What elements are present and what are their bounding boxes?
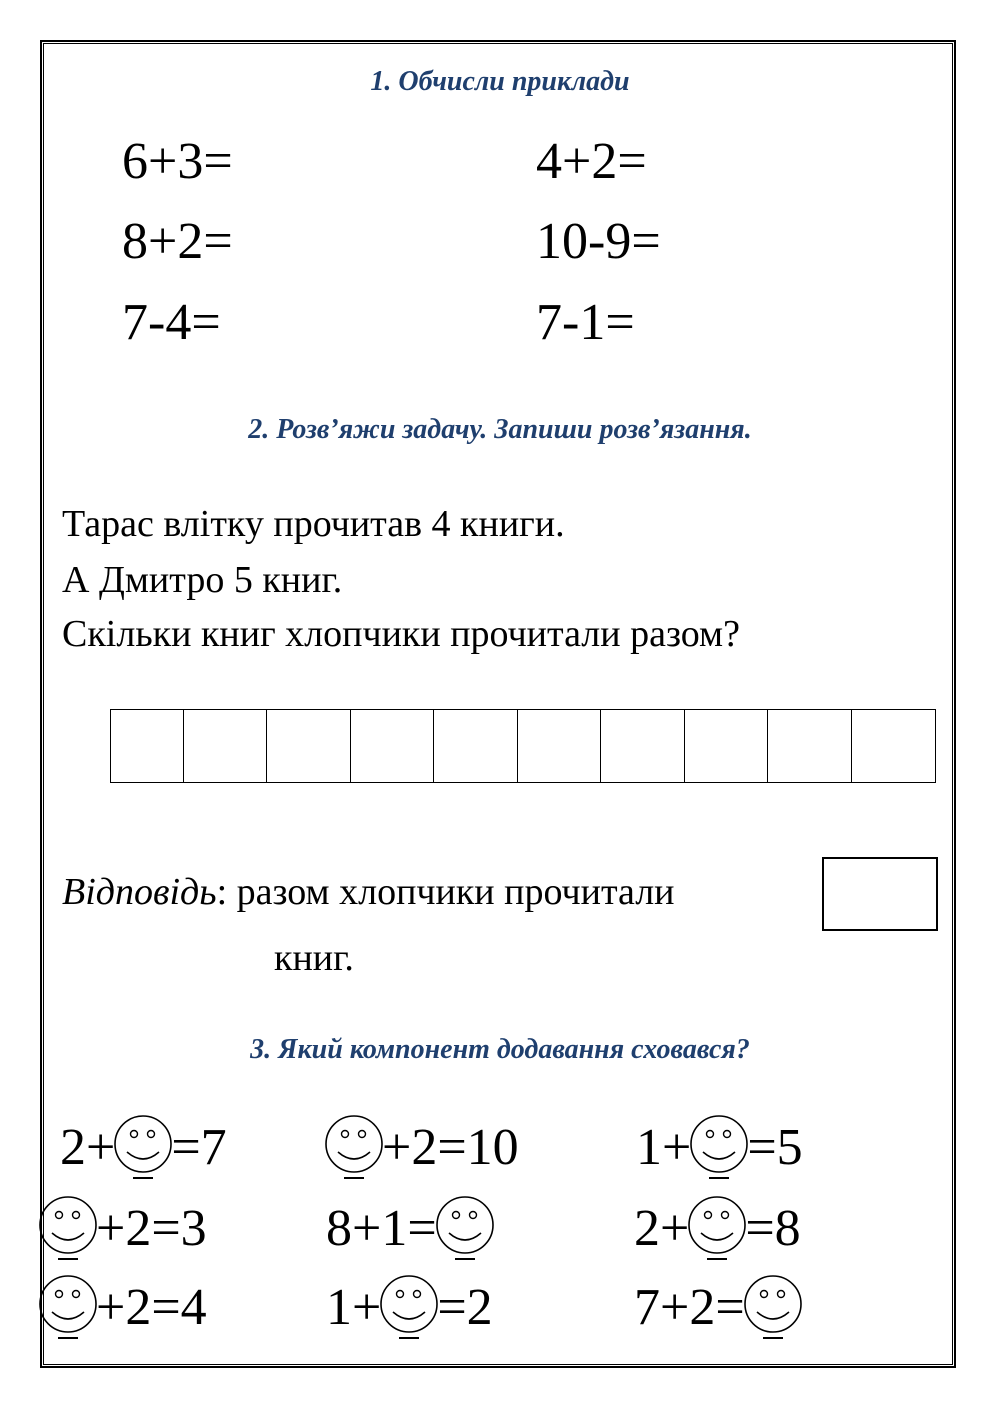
equation-after-text: +2=3 <box>96 1200 207 1257</box>
equation-after-text: =2 <box>437 1279 493 1336</box>
section2-heading: 2. Розв’яжи задачу. Запиши розв’язання. <box>248 414 752 445</box>
missing-addend-equation <box>636 1112 803 1184</box>
answer-box[interactable] <box>822 857 938 931</box>
answer-tail: книг. <box>274 937 354 979</box>
answer-colon: : <box>216 871 228 913</box>
grid-cell[interactable] <box>852 710 935 782</box>
equation-after-text: =7 <box>171 1119 227 1176</box>
equation-after-text: +2=4 <box>96 1279 207 1336</box>
grid-cell[interactable] <box>768 710 852 782</box>
equation-after-text: =5 <box>747 1119 803 1176</box>
missing-addend-equation <box>326 1272 493 1344</box>
grid-cell[interactable] <box>518 710 601 782</box>
smiley-face-icon[interactable] <box>435 1193 495 1265</box>
grid-cell[interactable] <box>111 710 184 782</box>
smiley-face-icon[interactable] <box>324 1112 384 1184</box>
answer-label: Відповідь <box>62 871 217 913</box>
missing-addend-equation <box>40 1193 207 1265</box>
answer-text: разом хлопчики прочитали <box>227 871 675 913</box>
missing-addend-equation <box>40 1272 207 1344</box>
exercise-5: 7-4= <box>122 294 221 351</box>
smiley-face-icon[interactable] <box>38 1193 98 1265</box>
missing-addend-equation <box>326 1193 493 1265</box>
smiley-face-icon[interactable] <box>113 1112 173 1184</box>
exercise-4: 10-9= <box>536 213 661 270</box>
missing-addend-equation <box>634 1193 801 1265</box>
smiley-face-icon[interactable] <box>379 1272 439 1344</box>
smiley-face-icon[interactable] <box>38 1272 98 1344</box>
equation-before-text: 2+ <box>60 1119 116 1176</box>
smiley-face-icon[interactable] <box>687 1193 747 1265</box>
missing-addend-equation <box>326 1112 519 1184</box>
answer-line <box>62 873 675 911</box>
missing-addend-equation <box>634 1272 801 1344</box>
grid-cell[interactable] <box>351 710 434 782</box>
equation-before-text: 1+ <box>326 1279 382 1336</box>
problem-line-2: А Дмитро 5 книг. <box>62 559 343 601</box>
equation-before-text: 7+2= <box>634 1279 745 1336</box>
exercise-6: 7-1= <box>536 294 635 351</box>
exercise-1: 6+3= <box>122 133 233 190</box>
equation-after-text: =8 <box>745 1200 801 1257</box>
grid-cell[interactable] <box>184 710 267 782</box>
equation-after-text: +2=10 <box>382 1119 519 1176</box>
problem-line-1: Тарас влітку прочитав 4 книги. <box>62 503 565 545</box>
grid-cell[interactable] <box>601 710 685 782</box>
grid-cell[interactable] <box>685 710 768 782</box>
problem-line-3: Скільки книг хлопчики прочитали разом? <box>62 613 740 655</box>
exercise-2: 4+2= <box>536 133 647 190</box>
missing-addend-equation <box>60 1112 227 1184</box>
solution-grid <box>110 709 936 783</box>
equation-before-text: 1+ <box>636 1119 692 1176</box>
grid-cell[interactable] <box>267 710 351 782</box>
section1-heading: 1. Обчисли приклади <box>370 66 630 97</box>
exercise-3: 8+2= <box>122 213 233 270</box>
equation-before-text: 8+1= <box>326 1200 437 1257</box>
equation-before-text: 2+ <box>634 1200 690 1257</box>
smiley-face-icon[interactable] <box>689 1112 749 1184</box>
grid-cell[interactable] <box>434 710 518 782</box>
smiley-face-icon[interactable] <box>743 1272 803 1344</box>
section3-heading: 3. Який компонент додавання сховався? <box>250 1034 750 1065</box>
